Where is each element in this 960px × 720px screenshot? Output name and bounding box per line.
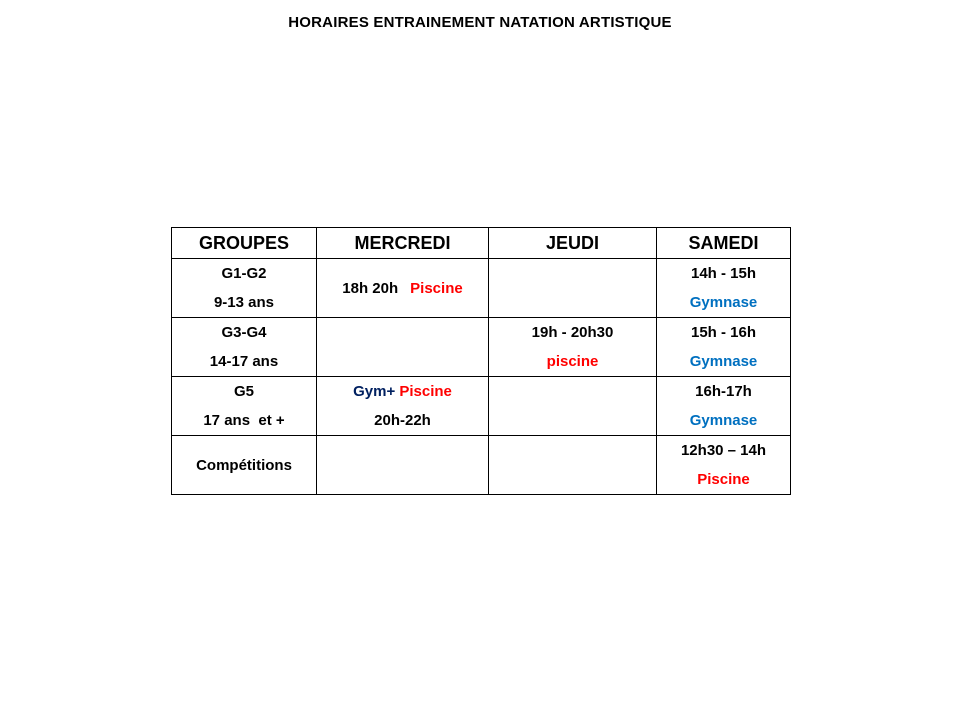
session-place: Piscine (410, 279, 463, 297)
activity-gym: Gym+ (353, 383, 396, 400)
table-row (172, 377, 791, 436)
mercredi-cell (317, 377, 489, 436)
header-row (172, 228, 791, 259)
group-cell (172, 436, 317, 495)
samedi-cell (657, 318, 791, 377)
table-row (172, 259, 791, 318)
session-time: 18h 20h (342, 279, 399, 297)
samedi-cell (657, 259, 791, 318)
mercredi-cell (317, 259, 489, 318)
schedule-table (171, 227, 791, 495)
session-place: piscine (546, 353, 599, 370)
page-title: HORAIRES ENTRAINEMENT NATATION ARTISTIQUE (288, 14, 672, 31)
session-place: Gymnase (689, 412, 758, 429)
table-row (172, 318, 791, 377)
mercredi-cell (317, 436, 489, 495)
jeudi-cell (489, 259, 657, 318)
column-header-jeudi: JEUDI (489, 228, 657, 259)
jeudi-cell (489, 318, 657, 377)
session-time: 16h-17h (695, 383, 752, 400)
activity-pool: Piscine (399, 383, 452, 400)
column-header-groupes: GROUPES (172, 228, 317, 259)
session-place: Gymnase (689, 294, 758, 311)
group-name: Compétitions (196, 456, 292, 474)
group-name: G3-G4 (221, 324, 267, 341)
group-age: 9-13 ans (213, 294, 275, 311)
session-place: Piscine (697, 471, 750, 488)
session-time: 15h - 16h (690, 324, 757, 341)
session-activities (317, 377, 488, 406)
group-cell (172, 259, 317, 318)
session-time: 20h-22h (374, 412, 431, 429)
column-header-mercredi: MERCREDI (317, 228, 489, 259)
group-cell (172, 377, 317, 436)
samedi-cell (657, 377, 791, 436)
jeudi-cell (489, 377, 657, 436)
table-row (172, 436, 791, 495)
group-age: 17 ans et + (203, 412, 285, 429)
session-time: 19h - 20h30 (531, 324, 614, 341)
group-age: 14-17 ans (209, 353, 279, 370)
session-time: 12h30 – 14h (680, 442, 767, 459)
samedi-cell (657, 436, 791, 495)
column-header-samedi: SAMEDI (657, 228, 791, 259)
session-place: Gymnase (689, 353, 758, 370)
group-name: G1-G2 (221, 265, 267, 282)
group-cell (172, 318, 317, 377)
jeudi-cell (489, 436, 657, 495)
group-name: G5 (233, 383, 254, 400)
mercredi-cell (317, 318, 489, 377)
session-time: 14h - 15h (690, 265, 757, 282)
